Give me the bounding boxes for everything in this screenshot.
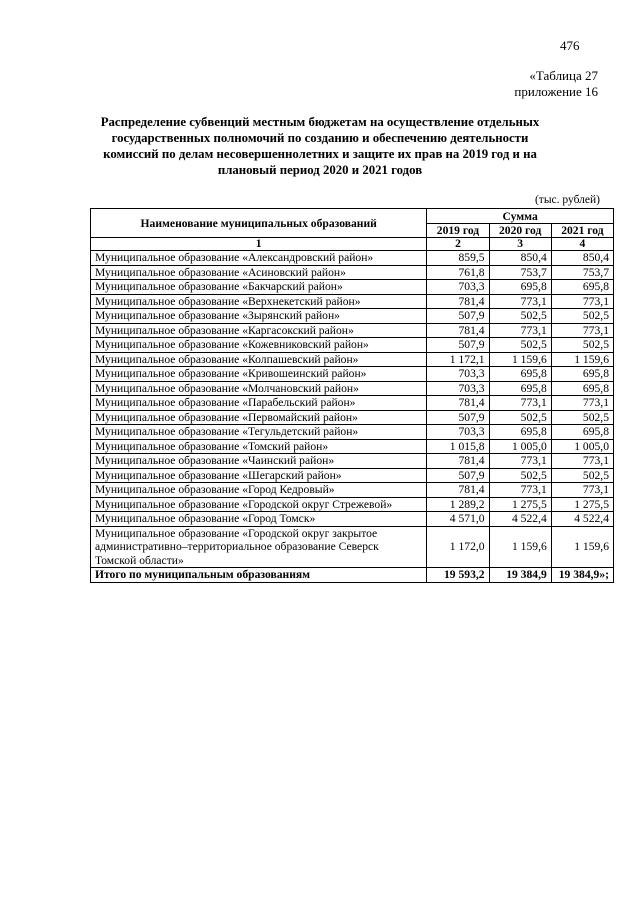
value-2019: 1 172,1 — [427, 352, 489, 367]
value-2020: 1 159,6 — [489, 526, 551, 568]
value-2020: 753,7 — [489, 265, 551, 280]
value-2019: 703,3 — [427, 381, 489, 396]
units-label: (тыс. рублей) — [534, 194, 600, 206]
municipality-name: Муниципальное образование «Молчановский район» — [91, 381, 427, 396]
value-2020: 502,5 — [489, 468, 551, 483]
column-index-1: 1 — [91, 238, 427, 251]
municipality-name: Муниципальное образование «Город Томск» — [91, 512, 427, 527]
value-2019: 507,9 — [427, 410, 489, 425]
table-row — [91, 425, 614, 440]
value-2019: 781,4 — [427, 294, 489, 309]
value-2019: 703,3 — [427, 367, 489, 382]
table-row — [91, 483, 614, 498]
municipality-name: Муниципальное образование «Город Кедровый» — [91, 483, 427, 498]
value-2021: 773,1 — [551, 294, 613, 309]
total-row — [91, 568, 614, 583]
value-2021: 695,8 — [551, 425, 613, 440]
municipality-name: Муниципальное образование «Верхнекетский район» — [91, 294, 427, 309]
value-2021: 502,5 — [551, 338, 613, 353]
table-row — [91, 497, 614, 512]
header-year-2019: 2019 год — [427, 224, 489, 238]
document-title: Распределение субвенций местным бюджетам на осуществление отдельных государственных полномочий по созданию и обеспечению деятельности комиссий по делам несовершеннолетних и защите их прав на 2019 год и на плановый период 2020 и 2021 годов — [100, 115, 540, 177]
municipality-name: Муниципальное образование «Зырянский район» — [91, 309, 427, 324]
table-body — [91, 251, 614, 583]
table-ref-line2: приложение 16 — [514, 84, 598, 99]
value-2020: 695,8 — [489, 280, 551, 295]
table-row — [91, 265, 614, 280]
value-2020: 1 005,0 — [489, 439, 551, 454]
value-2019: 1 289,2 — [427, 497, 489, 512]
table-row — [91, 352, 614, 367]
value-2020: 502,5 — [489, 338, 551, 353]
header-row — [91, 209, 614, 224]
municipality-name: Муниципальное образование «Бакчарский район» — [91, 280, 427, 295]
value-2021: 4 522,4 — [551, 512, 613, 527]
table-row — [91, 294, 614, 309]
table-row — [91, 338, 614, 353]
table-row — [91, 410, 614, 425]
value-2020: 502,5 — [489, 309, 551, 324]
value-2021: 1 159,6 — [551, 352, 613, 367]
value-2020: 695,8 — [489, 381, 551, 396]
municipality-name: Муниципальное образование «Чаинский район» — [91, 454, 427, 469]
value-2020: 502,5 — [489, 410, 551, 425]
value-2021: 773,1 — [551, 323, 613, 338]
value-2020: 773,1 — [489, 483, 551, 498]
value-2020: 850,4 — [489, 251, 551, 266]
value-2020: 695,8 — [489, 425, 551, 440]
header-year-2020: 2020 год — [489, 224, 551, 238]
value-2019: 1 015,8 — [427, 439, 489, 454]
value-2021: 753,7 — [551, 265, 613, 280]
value-2021: 695,8 — [551, 367, 613, 382]
municipality-name: Муниципальное образование «Александровский район» — [91, 251, 427, 266]
table-row — [91, 512, 614, 527]
table-row — [91, 251, 614, 266]
table-row — [91, 526, 614, 568]
value-2020: 695,8 — [489, 367, 551, 382]
table-row — [91, 367, 614, 382]
value-2020: 4 522,4 — [489, 512, 551, 527]
value-2019: 1 172,0 — [427, 526, 489, 568]
table-row — [91, 323, 614, 338]
value-2021: 695,8 — [551, 381, 613, 396]
column-index-3: 3 — [489, 238, 551, 251]
value-2019: 4 571,0 — [427, 512, 489, 527]
table-row — [91, 309, 614, 324]
value-2019: 781,4 — [427, 396, 489, 411]
value-2021: 502,5 — [551, 309, 613, 324]
value-2020: 773,1 — [489, 454, 551, 469]
table-row — [91, 468, 614, 483]
value-2020: 773,1 — [489, 396, 551, 411]
column-index-row — [91, 238, 614, 251]
municipality-name: Муниципальное образование «Кривошеинский район» — [91, 367, 427, 382]
value-2020: 1 159,6 — [489, 352, 551, 367]
municipality-name: Муниципальное образование «Томский район» — [91, 439, 427, 454]
table-row — [91, 439, 614, 454]
value-2019: 781,4 — [427, 483, 489, 498]
value-2021: 502,5 — [551, 468, 613, 483]
municipality-name: Муниципальное образование «Городской округ Стрежевой» — [91, 497, 427, 512]
value-2020: 19 384,9 — [489, 568, 551, 583]
municipality-name: Муниципальное образование «Шегарский район» — [91, 468, 427, 483]
value-2020: 773,1 — [489, 294, 551, 309]
value-2021: 1 159,6 — [551, 526, 613, 568]
table-row — [91, 396, 614, 411]
table-row — [91, 280, 614, 295]
value-2021: 1 005,0 — [551, 439, 613, 454]
value-2019: 761,8 — [427, 265, 489, 280]
value-2019: 703,3 — [427, 425, 489, 440]
column-index-4: 4 — [551, 238, 613, 251]
value-2021: 19 384,9»; — [551, 568, 613, 583]
municipality-name: Муниципальное образование «Парабельский район» — [91, 396, 427, 411]
column-index-2: 2 — [427, 238, 489, 251]
value-2019: 859,5 — [427, 251, 489, 266]
value-2019: 507,9 — [427, 338, 489, 353]
table-reference — [514, 68, 598, 100]
table-row — [91, 381, 614, 396]
value-2019: 781,4 — [427, 454, 489, 469]
table-row — [91, 454, 614, 469]
value-2019: 703,3 — [427, 280, 489, 295]
value-2020: 1 275,5 — [489, 497, 551, 512]
header-sum: Сумма — [427, 209, 614, 224]
value-2021: 695,8 — [551, 280, 613, 295]
municipality-name: Муниципальное образование «Тегульдетский район» — [91, 425, 427, 440]
municipality-name: Муниципальное образование «Асиновский район» — [91, 265, 427, 280]
municipality-name: Муниципальное образование «Городской округ закрытое административно–территориальное образование Северск Томской области» — [91, 526, 427, 568]
municipality-name: Муниципальное образование «Кожевниковский район» — [91, 338, 427, 353]
municipality-name: Муниципальное образование «Каргасокский район» — [91, 323, 427, 338]
table-ref-line1: «Таблица 27 — [529, 68, 598, 83]
value-2021: 773,1 — [551, 396, 613, 411]
value-2019: 507,9 — [427, 309, 489, 324]
value-2019: 507,9 — [427, 468, 489, 483]
value-2020: 773,1 — [489, 323, 551, 338]
value-2021: 1 275,5 — [551, 497, 613, 512]
subsidies-table — [90, 208, 614, 583]
value-2019: 781,4 — [427, 323, 489, 338]
value-2019: 19 593,2 — [427, 568, 489, 583]
municipality-name: Муниципальное образование «Колпашевский район» — [91, 352, 427, 367]
value-2021: 850,4 — [551, 251, 613, 266]
value-2021: 773,1 — [551, 454, 613, 469]
municipality-name: Итого по муниципальным образованиям — [91, 568, 427, 583]
value-2021: 502,5 — [551, 410, 613, 425]
value-2021: 773,1 — [551, 483, 613, 498]
header-year-2021: 2021 год — [551, 224, 613, 238]
page-number: 476 — [560, 38, 580, 53]
header-name: Наименование муниципальных образований — [91, 209, 427, 238]
municipality-name: Муниципальное образование «Первомайский район» — [91, 410, 427, 425]
